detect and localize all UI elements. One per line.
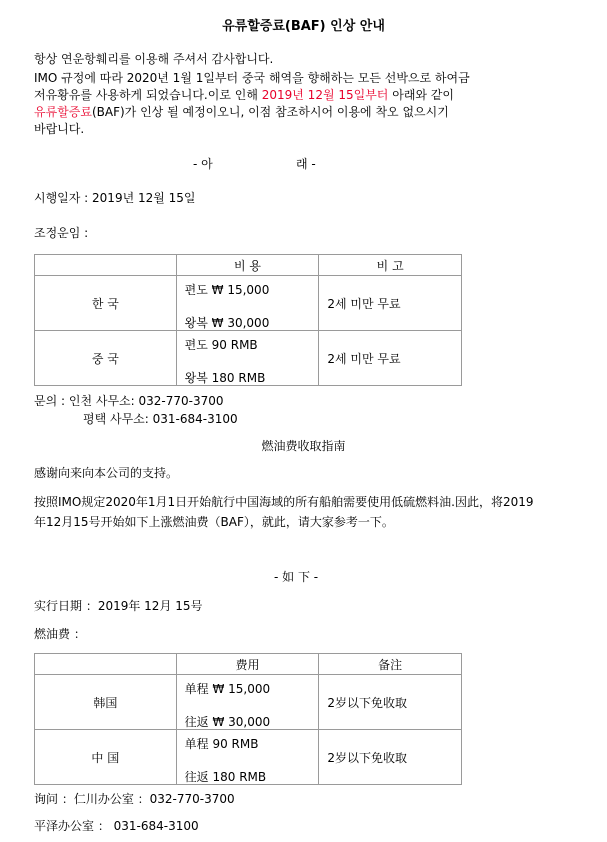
ko-highlight-date: 2019년 12월 15일부터: [261, 88, 389, 102]
ko-line3-end: 아래와 같이: [388, 88, 454, 102]
country-cell: 中 国: [35, 730, 177, 785]
ko-header-note: 비 고: [319, 255, 462, 276]
cn-paragraph-line3: 年12月15号开始如下上涨燃油费（BAF），就此，请大家参考一下。: [34, 515, 394, 529]
table-row: [35, 276, 462, 331]
note-cell: 2岁以下免收取: [319, 730, 462, 785]
country-cell: 한 국: [35, 276, 177, 331]
ko-contact-incheon: 문의 : 인천 사무소: 032-770-3700: [34, 394, 224, 408]
ko-header-cost: 비 용: [176, 255, 319, 276]
ko-paragraph-line3: [34, 86, 454, 103]
ko-fare-table: [34, 254, 462, 386]
cn-effective-date: 实行日期 ：2019年 12月 15号: [34, 599, 203, 613]
ko-greeting: 항상 연운항훼리를 이용해 주셔서 감사합니다.: [34, 52, 274, 66]
fee-cell: [176, 675, 319, 730]
ko-section-heading-left: - 아: [193, 157, 213, 171]
ko-line4-end: (BAF)가 인상 될 예정이오니, 이점 참조하시어 이용에 착오 없으시기: [91, 105, 449, 119]
country-cell: 韩国: [35, 675, 177, 730]
table-header-row: [35, 255, 462, 276]
ko-highlight-baf: 유류할증료: [34, 105, 92, 119]
note-cell: 2岁以下免收取: [319, 675, 462, 730]
table-header-row: [35, 654, 462, 675]
cn-paragraph-line2: 按照IMO规定2020年1月1日开始航行中国海域的所有船舶需要使用低硫燃料油.因此，将2019: [34, 495, 534, 509]
ko-paragraph-line5: 바랍니다.: [34, 122, 85, 136]
oneway-fee: 편도 90 RMB: [184, 338, 258, 352]
cn-contact-incheon: 询问 ：仁川办公室 ：032-770-3700: [34, 792, 235, 806]
ko-paragraph-line2: IMO 규정에 따라 2020년 1월 1일부터 중국 해역을 향해하는 모든 선박으로 하여금: [34, 71, 470, 85]
fee-cell: [176, 276, 319, 331]
round-fee: 왕복 180 RMB: [184, 371, 266, 385]
oneway-fee: 单程 ₩ 15,000: [184, 682, 271, 696]
cn-header-note: 备注: [319, 654, 462, 675]
table-row: [35, 730, 462, 785]
round-fee: 왕복 ₩ 30,000: [184, 316, 270, 330]
cn-greeting: 感谢向来向本公司的支持。: [34, 466, 179, 480]
ko-contact-pyeongtaek: 평택 사무소: 031-684-3100: [83, 412, 238, 426]
table-row: [35, 331, 462, 386]
ko-fare-label: 조정운임 :: [34, 226, 89, 240]
cn-fare-table: [34, 653, 462, 785]
korean-title: 유류할증료(BAF) 인상 안내: [222, 19, 385, 34]
oneway-fee: 单程 90 RMB: [184, 737, 259, 751]
ko-effective-date: 시행일자 : 2019년 12월 15일: [34, 191, 196, 205]
cn-header-cost: 费用: [176, 654, 319, 675]
cn-fare-label: 燃油费 ：: [34, 627, 86, 641]
round-fee: 往返 ₩ 30,000: [184, 715, 271, 729]
cn-contact-pyeongtaek: 平泽办公室 ： 031-684-3100: [34, 819, 199, 833]
note-cell: 2세 미만 무료: [319, 276, 462, 331]
table-row: [35, 675, 462, 730]
round-fee: 往返 180 RMB: [184, 770, 267, 784]
fee-cell: [176, 730, 319, 785]
ko-section-heading-right: 래 -: [296, 157, 316, 171]
fee-cell: [176, 331, 319, 386]
chinese-title: 燃油费收取指南: [261, 439, 346, 453]
ko-paragraph-line4: [34, 103, 449, 120]
note-cell: 2세 미만 무료: [319, 331, 462, 386]
oneway-fee: 편도 ₩ 15,000: [184, 283, 270, 297]
country-cell: 중 국: [35, 331, 177, 386]
ko-line3-text: 저유황유를 사용하게 되었습니다.이로 인해: [34, 88, 262, 102]
cn-section-heading: - 如 下 -: [274, 570, 319, 584]
